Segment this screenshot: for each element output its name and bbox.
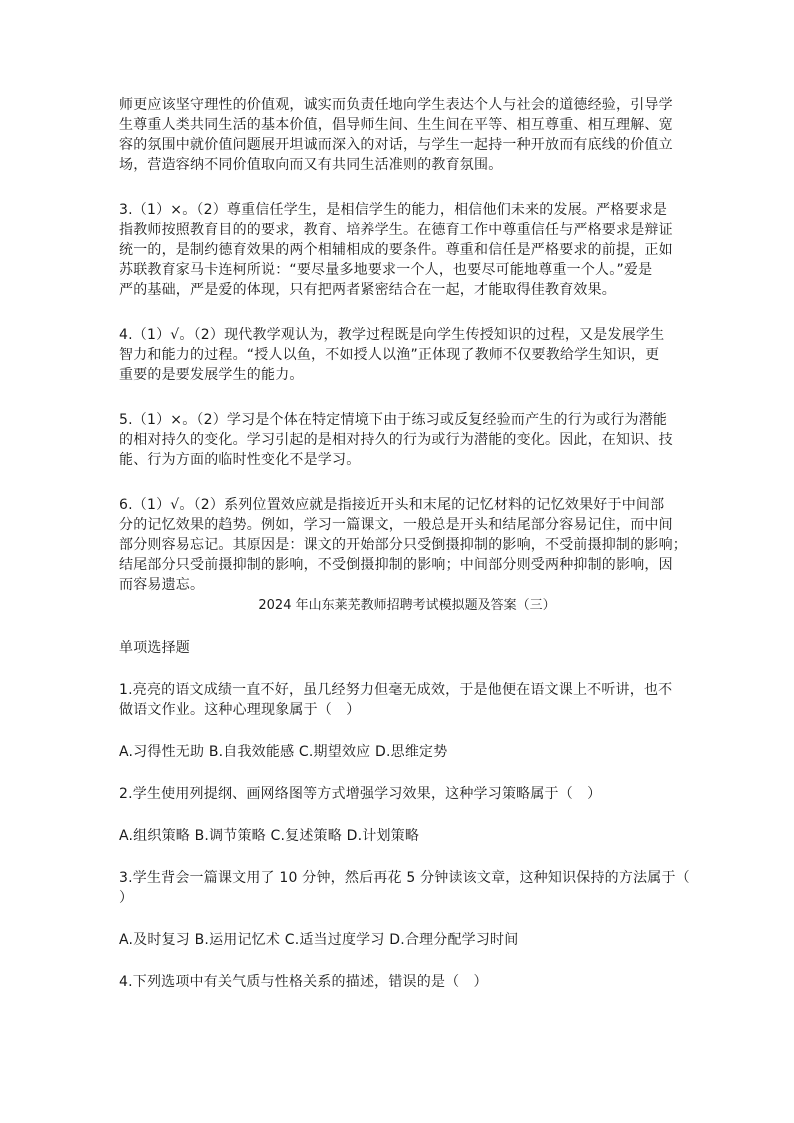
question-3-options: A.及时复习 B.运用记忆术 C.适当过度学习 D.合理分配学习时间	[119, 932, 519, 948]
question-2-options: A.组织策略 B.调节策略 C.复述策略 D.计划策略	[119, 828, 420, 844]
text-line: 严的基础，严是爱的体现，只有把两者紧密结合在一起，才能取得佳教育效果。	[119, 282, 616, 298]
question-4	[119, 972, 685, 992]
text-line: 4.（1）√。（2）现代教学观认为，教学过程既是向学生传授知识的过程，又是发展学生	[119, 327, 665, 343]
text-line: 部分则容易忘记。其原因是：课文的开始部分只受倒摄抑制的影响，不受前摄抑制的影响；	[119, 537, 687, 553]
question-1-options: A.习得性无助 B.自我效能感 C.期望效应 D.思维定势	[119, 744, 448, 760]
text-line: 3.（1）×。（2）尊重信任学生，是相信学生的能力，相信他们未来的发展。严格要求是	[119, 202, 668, 218]
exam-title: 2024 年山东莱芜教师招聘考试模拟题及答案（三）	[258, 598, 556, 613]
question-stem: 2.学生使用列提纲、画网络图等方式增强学习效果，这种学习策略属于（ ）	[119, 786, 602, 802]
answer-paragraph-3	[119, 200, 685, 300]
text-line: 5.（1）×。（2）学习是个体在特定情境下由于练习或反复经验而产生的行为或行为潜能	[119, 412, 668, 428]
question-stem: 4.下列选项中有关气质与性格关系的描述，错误的是（ ）	[119, 974, 488, 990]
text-line: 师更应该坚守理性的价值观，诚实而负责任地向学生表达个人与社会的道德经验，引导学	[119, 97, 673, 113]
text-line: 生尊重人类共同生活的基本价值，倡导师生间、生生间在平等、相互尊重、相互理解、宽	[119, 117, 673, 133]
answer-paragraph-5	[119, 410, 685, 470]
question-2	[119, 784, 685, 804]
text-line: 苏联教育家马卡连柯所说：“要尽量多地要求一个人，也要尽可能地尊重一个人。”爱是	[119, 262, 653, 278]
question-stem: ）	[119, 890, 134, 906]
text-line: 而容易遗忘。	[119, 577, 205, 593]
question-stem: 做语文作业。这种心理现象属于（ ）	[119, 702, 361, 718]
text-line: 智力和能力的过程。“授人以鱼，不如授人以渔”正体现了教师不仅要教给学生知识，更	[119, 347, 660, 363]
text-line: 结尾部分只受前摄抑制的影响，不受倒摄抑制的影响；中间部分则受两种抑制的影响，因	[119, 557, 673, 573]
answer-paragraph-4	[119, 325, 685, 385]
text-line: 重要的是要发展学生的能力。	[119, 367, 304, 383]
question-3	[119, 868, 690, 908]
document-page	[119, 95, 690, 992]
question-stem: 1.亮亮的语文成绩一直不好，虽几经努力但毫无成效，于是他便在语文课上不听讲，也不	[119, 682, 673, 698]
question-1	[119, 680, 685, 720]
text-line: 容的氛围中就价值问题展开坦诚而深入的对话，与学生一起持一种开放而有底线的价值立	[119, 137, 673, 153]
text-line: 能、行为方面的临时性变化不是学习。	[119, 452, 361, 468]
text-line: 场，营造容纳不同价值取向而又有共同生活准则的教育氛围。	[119, 157, 503, 173]
text-line: 6.（1）√。（2）系列位置效应就是指接近开头和末尾的记忆材料的记忆效果好于中间部	[119, 497, 665, 513]
text-line: 统一的，是制约德育效果的两个相辅相成的要条件。尊重和信任是严格要求的前提，正如	[119, 242, 673, 258]
text-line: 的相对持久的变化。学习引起的是相对持久的行为或行为潜能的变化。因此，在知识、技	[119, 432, 673, 448]
section-heading: 单项选择题	[119, 640, 190, 656]
answer-paragraph-continued	[119, 95, 685, 175]
answer-paragraph-6	[119, 495, 685, 595]
question-stem: 3.学生背会一篇课文用了 10 分钟，然后再花 5 分钟读该文章，这种知识保持的方法属于（	[119, 870, 690, 886]
text-line: 指教师按照教育目的的要求，教育、培养学生。在德育工作中尊重信任与严格要求是辩证	[119, 222, 673, 238]
text-line: 分的记忆效果的趋势。例如，学习一篇课文，一般总是开头和结尾部分容易记住，而中间	[119, 517, 673, 533]
